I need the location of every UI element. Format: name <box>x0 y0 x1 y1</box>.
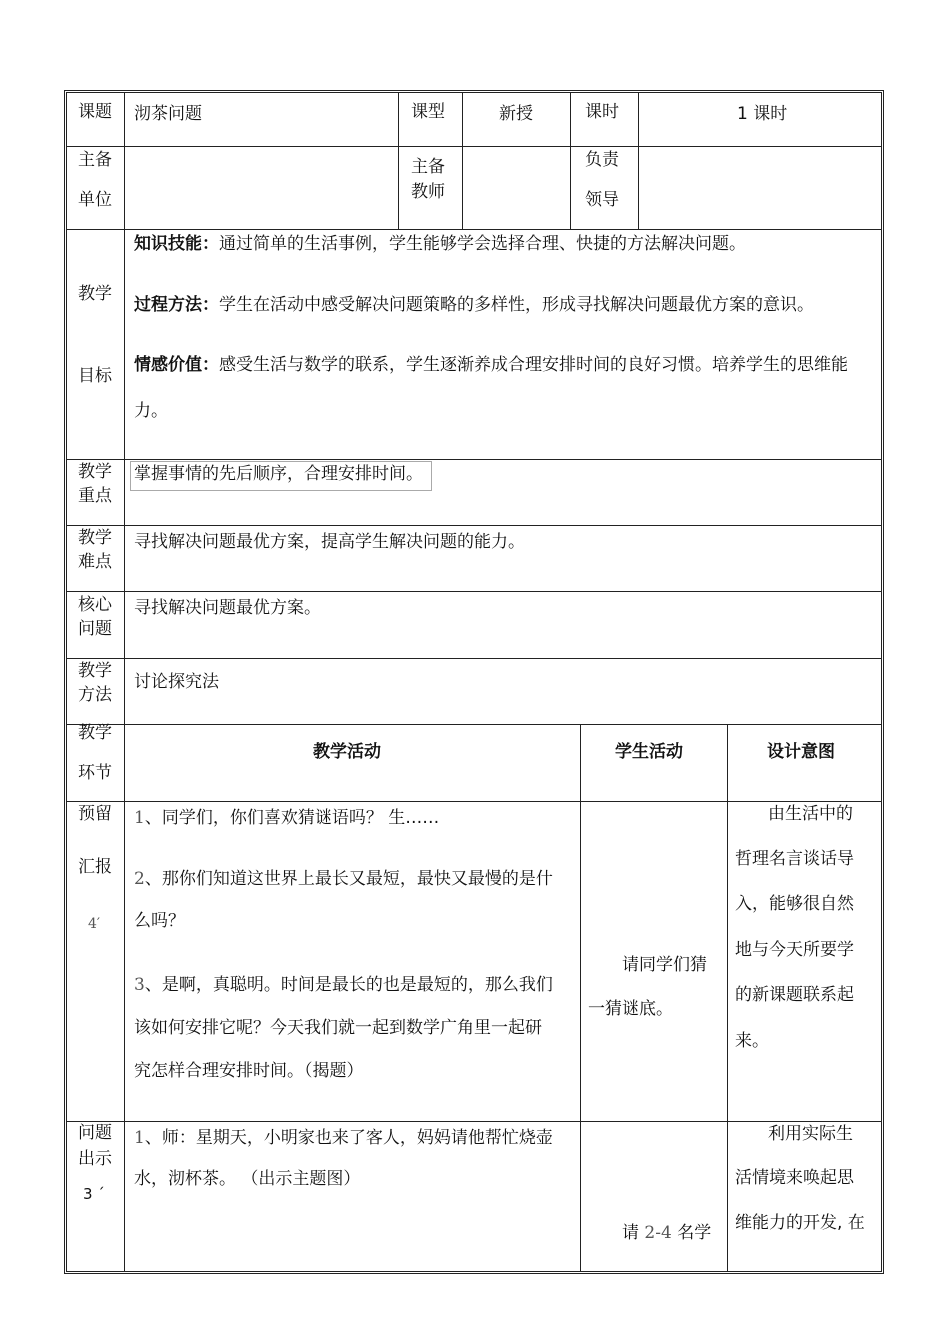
unit-label: 主备 <box>78 150 112 170</box>
row-divider <box>67 591 881 592</box>
stage1-teaching-item-cont: 么吗？ <box>134 911 185 931</box>
difficulty-label: 教学 <box>78 528 112 548</box>
design-intent-header: 设计意图 <box>767 742 835 762</box>
stage2-student-text: 请 2-4 名学 <box>622 1223 712 1243</box>
stage-label: 教学 <box>78 723 112 743</box>
core-label: 核心 <box>78 595 112 615</box>
stage1-teaching-item-cont: 该如何安排它呢？今天我们就一起到数学广角里一起研 <box>134 1018 542 1038</box>
difficulty-text: 寻找解决问题最优方案，提高学生解决问题的能力。 <box>134 532 525 552</box>
stage1-design-text: 来。 <box>735 1031 769 1051</box>
column-divider <box>462 93 463 229</box>
focus-label: 教学 <box>78 462 112 482</box>
difficulty-label: 难点 <box>78 552 112 572</box>
stage1-design-text: 的新课题联系起 <box>735 985 854 1005</box>
stage2-design-text: 维能力的开发, 在 <box>735 1213 865 1233</box>
row-divider <box>67 525 881 526</box>
goal-knowledge: 知识技能：通过简单的生活事例，学生能够学会选择合理、快捷的方法解决问题。 <box>134 234 746 254</box>
stage2-teaching-item-cont: 水，沏杯茶。 （出示主题图） <box>134 1169 361 1189</box>
stage1-design-text: 由生活中的 <box>768 804 853 824</box>
type-value: 新授 <box>499 104 533 124</box>
unit-label: 单位 <box>78 190 112 210</box>
teacher-label: 主备 <box>411 157 445 177</box>
topic-label: 课题 <box>78 102 112 122</box>
stage1-teaching-item: 3、是啊，真聪明。时间是最长的也是最短的，那么我们 <box>134 975 553 995</box>
stage1-student-text: 请同学们猜 <box>622 955 707 975</box>
student-activity-header: 学生活动 <box>615 742 683 762</box>
goal-emotion-cont: 力。 <box>134 401 168 421</box>
stage1-teaching-item-cont: 究怎样合理安排时间。（揭题） <box>134 1061 364 1081</box>
method-text: 讨论探究法 <box>134 672 219 692</box>
goals-label: 目标 <box>78 366 112 386</box>
stage1-design-text: 哲理名言谈话导 <box>735 849 854 869</box>
stage1-label: 汇报 <box>78 857 112 877</box>
stage2-design-text: 利用实际生 <box>768 1124 853 1144</box>
stage1-student-text: 一猜谜底。 <box>588 999 673 1019</box>
row-divider <box>67 146 881 147</box>
teaching-activity-header: 教学活动 <box>313 742 381 762</box>
focus-label: 重点 <box>78 486 112 506</box>
goals-label: 教学 <box>78 284 112 304</box>
row-divider <box>67 658 881 659</box>
goal-emotion: 情感价值：感受生活与数学的联系，学生逐渐养成合理安排时间的良好习惯。培养学生的思维能 <box>134 355 848 375</box>
goal-process: 过程方法：学生在活动中感受解决问题策略的多样性，形成寻找解决问题最优方案的意识。 <box>134 295 814 315</box>
hours-value: 1 课时 <box>737 104 788 124</box>
row-divider <box>67 1121 881 1122</box>
leader-label: 负责 <box>585 150 619 170</box>
method-label: 教学 <box>78 661 112 681</box>
leader-label: 领导 <box>585 190 619 210</box>
row-divider <box>67 801 881 802</box>
focus-text: 掌握事情的先后顺序，合理安排时间。 <box>134 464 423 484</box>
type-label: 课型 <box>411 102 445 122</box>
stage1-label: 预留 <box>78 804 112 824</box>
row-divider <box>67 724 881 725</box>
column-divider <box>570 93 571 229</box>
stage1-design-text: 地与今天所要学 <box>735 940 854 960</box>
column-divider <box>580 724 581 1271</box>
hours-label: 课时 <box>585 102 619 122</box>
stage-label: 环节 <box>78 763 112 783</box>
stage2-time: 3 ´ <box>83 1185 105 1203</box>
method-label: 方法 <box>78 685 112 705</box>
core-label: 问题 <box>78 619 112 639</box>
stage1-teaching-item: 1、同学们，你们喜欢猜谜语吗？ 生…… <box>134 808 440 828</box>
column-divider <box>398 93 399 229</box>
teacher-label: 教师 <box>411 182 445 202</box>
topic-value: 沏茶问题 <box>134 104 202 124</box>
row-divider <box>67 229 881 230</box>
stage2-label: 问题 <box>78 1123 112 1143</box>
row-divider <box>67 459 881 460</box>
stage1-design-text: 入，能够很自然 <box>735 894 854 914</box>
stage1-teaching-item: 2、那你们知道这世界上最长又最短，最快又最慢的是什 <box>134 869 553 889</box>
column-divider <box>638 93 639 229</box>
stage2-label: 出示 <box>78 1149 112 1169</box>
stage1-time: 4′ <box>88 916 101 932</box>
column-divider <box>124 93 125 1271</box>
stage2-design-text: 活情境来唤起思 <box>735 1168 854 1188</box>
column-divider <box>727 724 728 1271</box>
core-text: 寻找解决问题最优方案。 <box>134 598 321 618</box>
stage2-teaching-item: 1、师：星期天，小明家也来了客人，妈妈请他帮忙烧壶 <box>134 1128 553 1148</box>
